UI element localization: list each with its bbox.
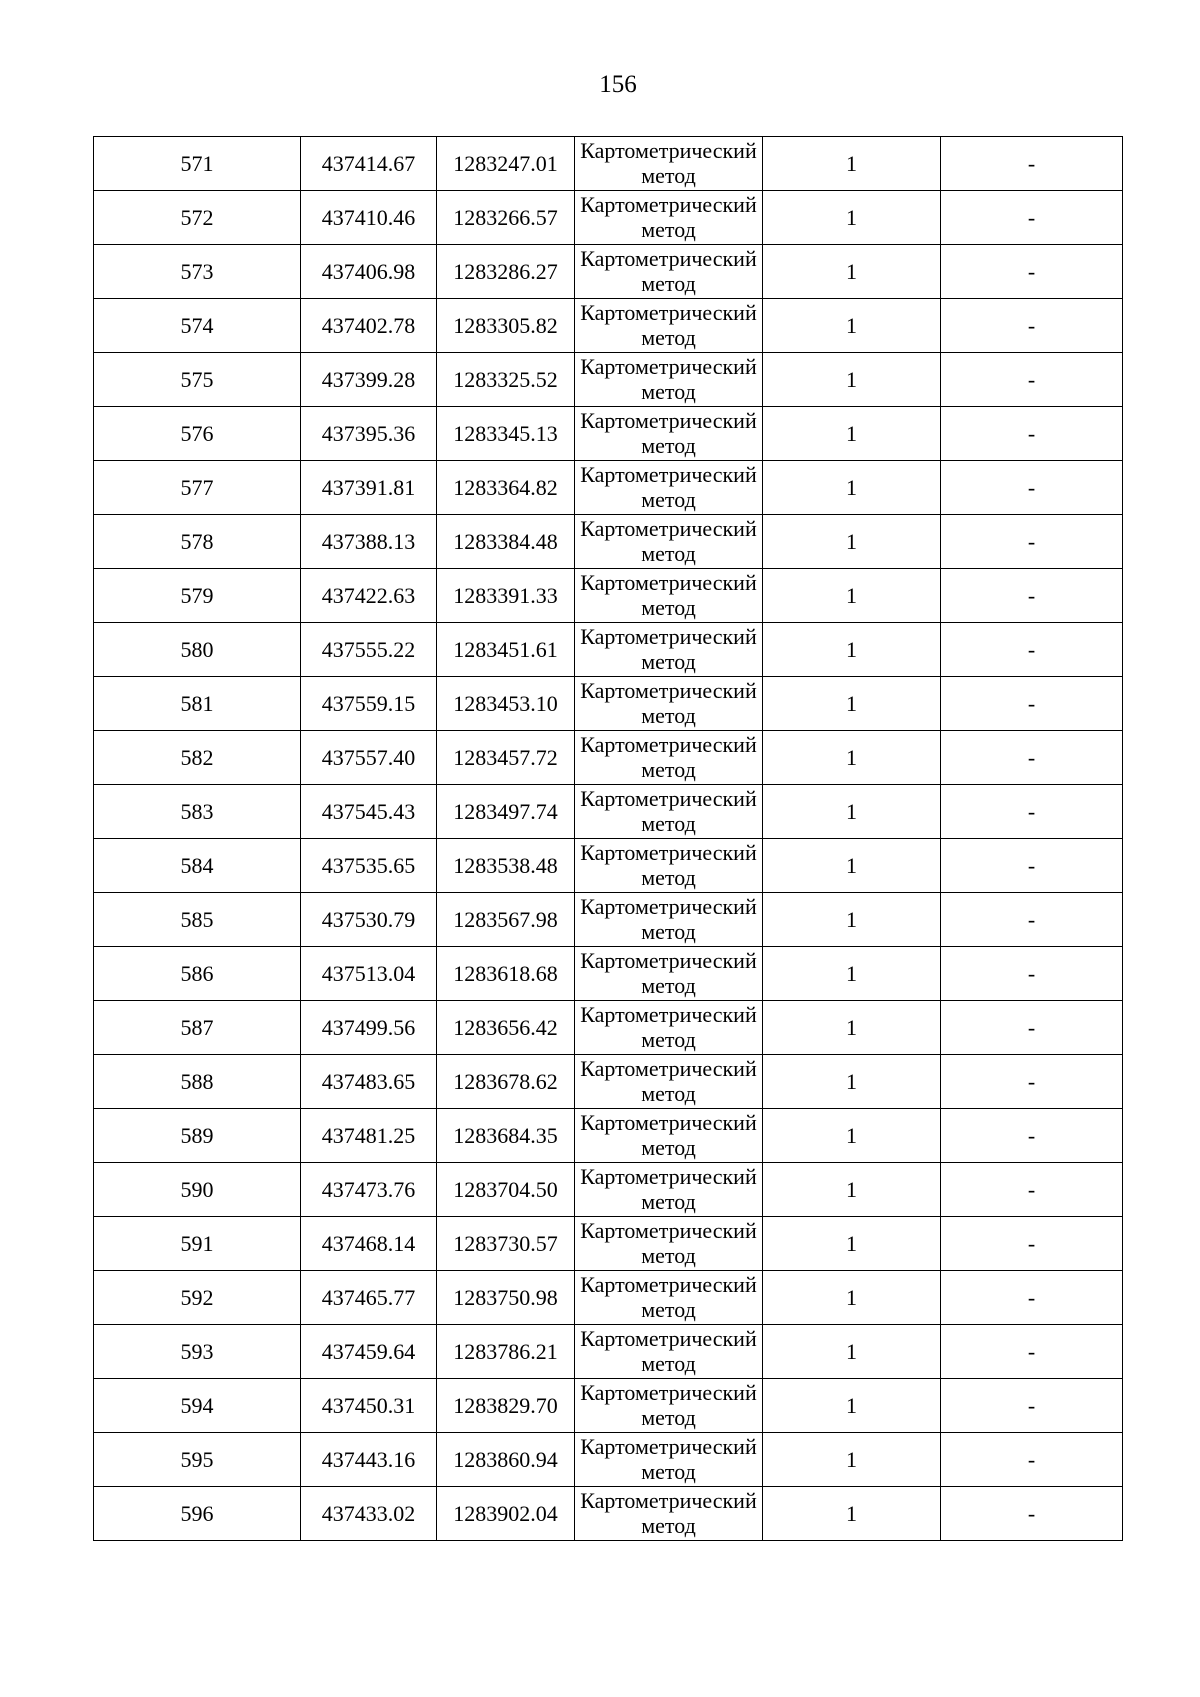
page-number: 156 [599,71,637,98]
table-row [94,137,1123,191]
method-text: Картометрический метод [580,678,757,728]
method-text: Картометрический метод [580,192,757,242]
table-row [94,1487,1123,1541]
note-cell: - [941,1109,1123,1163]
method-cell [575,731,763,785]
table-row [94,1217,1123,1271]
method-text: Картометрический метод [580,732,757,782]
method-text: Картометрический метод [580,786,757,836]
table-row [94,299,1123,353]
x-coordinate-cell: 437473.76 [301,1163,437,1217]
y-coordinate-cell: 1283305.82 [437,299,575,353]
method-text: Картометрический метод [580,1056,757,1106]
y-coordinate-cell: 1283266.57 [437,191,575,245]
method-text: Картометрический метод [580,408,757,458]
method-text: Картометрический метод [580,1488,757,1538]
method-text: Картометрический метод [580,246,757,296]
accuracy-cell: 1 [763,1379,941,1433]
note-cell: - [941,407,1123,461]
accuracy-cell: 1 [763,1433,941,1487]
point-number-cell: 589 [94,1109,301,1163]
x-coordinate-cell: 437483.65 [301,1055,437,1109]
table-row [94,839,1123,893]
point-number-cell: 594 [94,1379,301,1433]
coordinates-table-body [94,137,1123,1541]
accuracy-cell: 1 [763,1001,941,1055]
note-cell: - [941,191,1123,245]
y-coordinate-cell: 1283391.33 [437,569,575,623]
accuracy-cell: 1 [763,245,941,299]
accuracy-cell: 1 [763,1163,941,1217]
accuracy-cell: 1 [763,731,941,785]
x-coordinate-cell: 437545.43 [301,785,437,839]
y-coordinate-cell: 1283286.27 [437,245,575,299]
x-coordinate-cell: 437443.16 [301,1433,437,1487]
note-cell: - [941,893,1123,947]
point-number-cell: 587 [94,1001,301,1055]
y-coordinate-cell: 1283345.13 [437,407,575,461]
x-coordinate-cell: 437459.64 [301,1325,437,1379]
y-coordinate-cell: 1283860.94 [437,1433,575,1487]
method-text: Картометрический метод [580,1218,757,1268]
note-cell: - [941,731,1123,785]
method-text: Картометрический метод [580,1110,757,1160]
point-number-cell: 579 [94,569,301,623]
table-row [94,947,1123,1001]
y-coordinate-cell: 1283750.98 [437,1271,575,1325]
note-cell: - [941,299,1123,353]
accuracy-cell: 1 [763,515,941,569]
accuracy-cell: 1 [763,1055,941,1109]
point-number-cell: 573 [94,245,301,299]
x-coordinate-cell: 437422.63 [301,569,437,623]
table-row [94,461,1123,515]
table-row [94,1325,1123,1379]
accuracy-cell: 1 [763,1487,941,1541]
method-cell [575,1379,763,1433]
accuracy-cell: 1 [763,893,941,947]
x-coordinate-cell: 437388.13 [301,515,437,569]
method-cell [575,839,763,893]
method-cell [575,893,763,947]
accuracy-cell: 1 [763,137,941,191]
x-coordinate-cell: 437395.36 [301,407,437,461]
method-cell [575,1055,763,1109]
note-cell: - [941,677,1123,731]
x-coordinate-cell: 437406.98 [301,245,437,299]
y-coordinate-cell: 1283453.10 [437,677,575,731]
method-cell [575,947,763,1001]
method-cell [575,461,763,515]
accuracy-cell: 1 [763,1271,941,1325]
point-number-cell: 595 [94,1433,301,1487]
x-coordinate-cell: 437391.81 [301,461,437,515]
note-cell: - [941,515,1123,569]
note-cell: - [941,1217,1123,1271]
x-coordinate-cell: 437557.40 [301,731,437,785]
note-cell: - [941,947,1123,1001]
point-number-cell: 581 [94,677,301,731]
note-cell: - [941,569,1123,623]
point-number-cell: 584 [94,839,301,893]
y-coordinate-cell: 1283829.70 [437,1379,575,1433]
x-coordinate-cell: 437399.28 [301,353,437,407]
point-number-cell: 575 [94,353,301,407]
note-cell: - [941,1001,1123,1055]
y-coordinate-cell: 1283451.61 [437,623,575,677]
accuracy-cell: 1 [763,839,941,893]
point-number-cell: 596 [94,1487,301,1541]
x-coordinate-cell: 437468.14 [301,1217,437,1271]
accuracy-cell: 1 [763,1325,941,1379]
table-row [94,1001,1123,1055]
accuracy-cell: 1 [763,299,941,353]
method-text: Картометрический метод [580,138,757,188]
x-coordinate-cell: 437559.15 [301,677,437,731]
x-coordinate-cell: 437513.04 [301,947,437,1001]
method-cell [575,1325,763,1379]
method-cell [575,1109,763,1163]
method-text: Картометрический метод [580,300,757,350]
point-number-cell: 576 [94,407,301,461]
table-row [94,407,1123,461]
y-coordinate-cell: 1283384.48 [437,515,575,569]
y-coordinate-cell: 1283567.98 [437,893,575,947]
method-text: Картометрический метод [580,1434,757,1484]
point-number-cell: 582 [94,731,301,785]
method-text: Картометрический метод [580,894,757,944]
method-text: Картометрический метод [580,1272,757,1322]
note-cell: - [941,1379,1123,1433]
accuracy-cell: 1 [763,623,941,677]
point-number-cell: 577 [94,461,301,515]
coordinates-table [93,136,1123,1541]
table-row [94,569,1123,623]
accuracy-cell: 1 [763,677,941,731]
point-number-cell: 571 [94,137,301,191]
table-row [94,785,1123,839]
x-coordinate-cell: 437530.79 [301,893,437,947]
method-cell [575,515,763,569]
table-row [94,1379,1123,1433]
point-number-cell: 572 [94,191,301,245]
point-number-cell: 585 [94,893,301,947]
method-cell [575,1217,763,1271]
y-coordinate-cell: 1283364.82 [437,461,575,515]
y-coordinate-cell: 1283684.35 [437,1109,575,1163]
method-cell [575,623,763,677]
method-cell [575,569,763,623]
accuracy-cell: 1 [763,947,941,1001]
note-cell: - [941,245,1123,299]
x-coordinate-cell: 437410.46 [301,191,437,245]
y-coordinate-cell: 1283704.50 [437,1163,575,1217]
method-cell [575,1433,763,1487]
y-coordinate-cell: 1283902.04 [437,1487,575,1541]
method-text: Картометрический метод [580,1002,757,1052]
y-coordinate-cell: 1283497.74 [437,785,575,839]
table-row [94,731,1123,785]
point-number-cell: 574 [94,299,301,353]
point-number-cell: 578 [94,515,301,569]
y-coordinate-cell: 1283786.21 [437,1325,575,1379]
accuracy-cell: 1 [763,407,941,461]
note-cell: - [941,839,1123,893]
table-row [94,353,1123,407]
note-cell: - [941,623,1123,677]
note-cell: - [941,461,1123,515]
method-cell [575,245,763,299]
x-coordinate-cell: 437414.67 [301,137,437,191]
x-coordinate-cell: 437450.31 [301,1379,437,1433]
note-cell: - [941,1433,1123,1487]
note-cell: - [941,1487,1123,1541]
note-cell: - [941,785,1123,839]
method-text: Картометрический метод [580,354,757,404]
accuracy-cell: 1 [763,353,941,407]
x-coordinate-cell: 437555.22 [301,623,437,677]
note-cell: - [941,1325,1123,1379]
table-row [94,191,1123,245]
x-coordinate-cell: 437433.02 [301,1487,437,1541]
method-text: Картометрический метод [580,1164,757,1214]
table-row [94,623,1123,677]
y-coordinate-cell: 1283730.57 [437,1217,575,1271]
point-number-cell: 590 [94,1163,301,1217]
point-number-cell: 580 [94,623,301,677]
note-cell: - [941,1055,1123,1109]
method-text: Картометрический метод [580,1326,757,1376]
x-coordinate-cell: 437481.25 [301,1109,437,1163]
method-text: Картометрический метод [580,462,757,512]
point-number-cell: 593 [94,1325,301,1379]
method-cell [575,677,763,731]
method-text: Картометрический метод [580,570,757,620]
note-cell: - [941,137,1123,191]
accuracy-cell: 1 [763,191,941,245]
method-cell [575,1271,763,1325]
point-number-cell: 586 [94,947,301,1001]
y-coordinate-cell: 1283457.72 [437,731,575,785]
accuracy-cell: 1 [763,785,941,839]
x-coordinate-cell: 437402.78 [301,299,437,353]
point-number-cell: 592 [94,1271,301,1325]
method-text: Картометрический метод [580,1380,757,1430]
y-coordinate-cell: 1283247.01 [437,137,575,191]
note-cell: - [941,1163,1123,1217]
method-cell [575,1163,763,1217]
y-coordinate-cell: 1283678.62 [437,1055,575,1109]
point-number-cell: 591 [94,1217,301,1271]
method-text: Картометрический метод [580,516,757,566]
table-row [94,1433,1123,1487]
x-coordinate-cell: 437465.77 [301,1271,437,1325]
method-text: Картометрический метод [580,948,757,998]
y-coordinate-cell: 1283656.42 [437,1001,575,1055]
accuracy-cell: 1 [763,461,941,515]
table-row [94,1055,1123,1109]
note-cell: - [941,353,1123,407]
method-cell [575,1001,763,1055]
y-coordinate-cell: 1283618.68 [437,947,575,1001]
accuracy-cell: 1 [763,1217,941,1271]
accuracy-cell: 1 [763,1109,941,1163]
method-cell [575,299,763,353]
method-cell [575,1487,763,1541]
table-row [94,515,1123,569]
table-row [94,1271,1123,1325]
method-cell [575,191,763,245]
method-cell [575,353,763,407]
point-number-cell: 583 [94,785,301,839]
point-number-cell: 588 [94,1055,301,1109]
note-cell: - [941,1271,1123,1325]
method-cell [575,407,763,461]
y-coordinate-cell: 1283325.52 [437,353,575,407]
method-cell [575,785,763,839]
x-coordinate-cell: 437499.56 [301,1001,437,1055]
table-row [94,893,1123,947]
y-coordinate-cell: 1283538.48 [437,839,575,893]
table-row [94,1163,1123,1217]
table-row [94,245,1123,299]
method-cell [575,137,763,191]
table-row [94,1109,1123,1163]
table-row [94,677,1123,731]
method-text: Картометрический метод [580,840,757,890]
x-coordinate-cell: 437535.65 [301,839,437,893]
method-text: Картометрический метод [580,624,757,674]
accuracy-cell: 1 [763,569,941,623]
